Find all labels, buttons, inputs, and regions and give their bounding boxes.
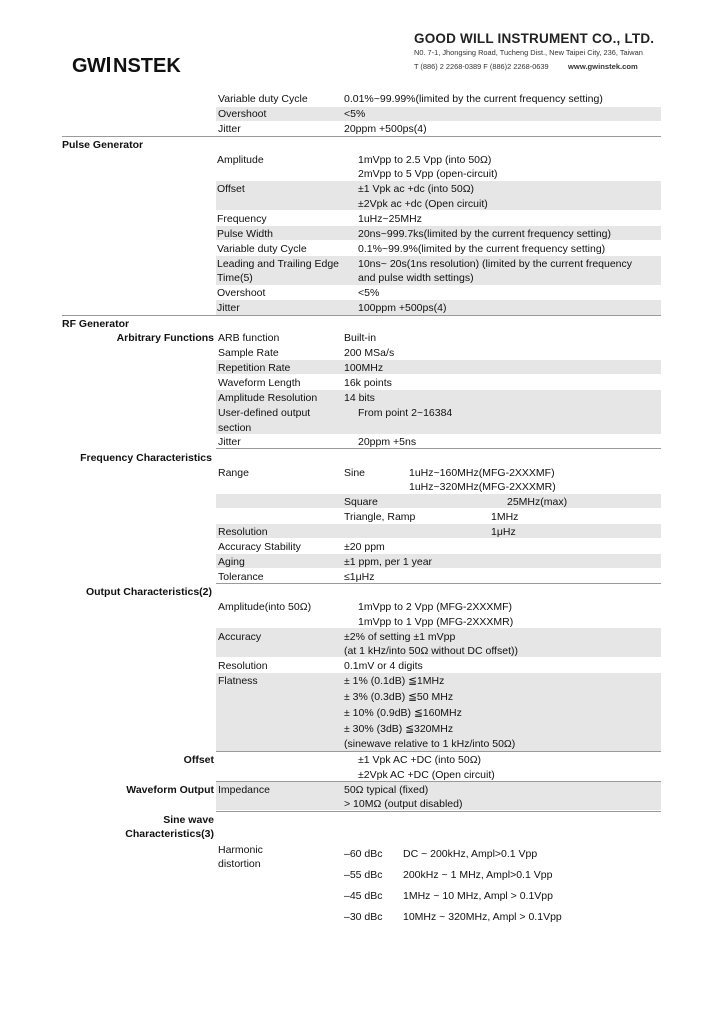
spec-label: Accuracy Stability [218,541,301,553]
spec-value: 1uHz~160MHz(MFG-2XXXMF) [409,467,555,479]
spec-label: section [218,422,252,434]
spec-value: Triangle, Ramp [344,511,416,523]
row-divider [216,811,661,812]
spec-label: Resolution [218,660,268,672]
spec-value: 25MHz(max) [507,496,568,508]
row-shade [216,524,661,538]
company-logo [72,54,187,76]
spec-value: 50Ω typical (fixed) [344,784,429,796]
spec-value: 1MHz [491,511,519,523]
spec-value: > 10MΩ (output disabled) [344,798,463,810]
spec-value: ±1 ppm, per 1 year [344,556,433,568]
spec-value: 0.1%~99.9%(limited by the current frequency setting) [358,243,606,255]
company-website: www.gwinstek.com [568,62,638,71]
section-heading-pulse: Pulse Generator [62,139,144,151]
spec-value: ± 3% (0.3dB) ≦50 MHz [344,691,454,703]
spec-value: 20ppm +5ns [358,436,417,448]
harmonic-level: –30 dBc [344,911,383,923]
subsection-sine-wave: Characteristics(3) [125,828,214,840]
spec-label: Jitter [217,302,240,314]
spec-value: 200 MSa/s [344,347,395,359]
subsection-output: Output Characteristics(2) [85,586,212,598]
spec-value: 1uHz~25MHz [358,213,422,225]
spec-label: Variable duty Cycle [218,93,308,105]
spec-value: ± 10% (0.9dB) ≦160MHz [344,707,462,719]
svg-text:NSTEK: NSTEK [113,55,181,76]
row-shade [216,107,661,121]
spec-value: 2mVpp to 5 Vpp (open-circuit) [358,168,498,180]
company-address: N0. 7-1, Jhongsing Road, Tucheng Dist., New Taipei City, 236, Taiwan [414,48,643,57]
spec-label: Harmonic [218,844,263,856]
spec-value: From point 2~16384 [358,407,453,419]
subsection-frequency: Frequency Characteristics [80,452,212,464]
spec-value: Sine [344,467,366,479]
spec-value: 1μHz [491,526,516,538]
spec-label: Overshoot [217,287,266,299]
spec-value: 20ppm +500ps(4) [344,123,427,135]
row-divider [216,583,661,584]
svg-text:G: G [72,55,89,76]
spec-value: 14 bits [344,392,375,404]
subsection-arbitrary: Arbitrary Functions [116,332,214,344]
spec-value: (sinewave relative to 1 kHz/into 50Ω) [344,738,516,750]
subsection-sine-wave: Sine wave [163,814,214,826]
spec-value: 20ns~999.7ks(limited by the current frequency setting) [358,228,612,240]
spec-label: Offset [217,183,245,195]
spec-label: Amplitude [217,154,264,166]
row-shade [216,494,661,508]
spec-value: Built-in [344,332,377,344]
spec-value: ±1 Vpk ac +dc (into 50Ω) [358,183,475,195]
section-divider [62,315,661,316]
spec-label: Leading and Trailing Edge [217,258,340,270]
harmonic-condition: 200kHz ~ 1 MHz, Ampl>0.1 Vpp [403,869,553,881]
spec-label: Flatness [218,675,258,687]
spec-label: ARB function [218,332,280,344]
spec-value: ±1 Vpk AC +DC (into 50Ω) [358,754,482,766]
spec-label: Impedance [218,784,270,796]
harmonic-condition: DC ~ 200kHz, Ampl>0.1 Vpp [403,848,538,860]
spec-label: Sample Rate [218,347,279,359]
row-divider [216,448,661,449]
spec-label: Pulse Width [217,228,274,240]
spec-value: 100MHz [344,362,384,374]
spec-value: 10ns~ 20s(1ns resolution) (limited by the current frequency [358,258,633,270]
harmonic-level: –60 dBc [344,848,383,860]
company-phone: T (886) 2 2268-0389 F (886)2 2268-0639 [414,62,549,71]
harmonic-level: –45 dBc [344,890,383,902]
harmonic-level: –55 dBc [344,869,383,881]
spec-label: Overshoot [218,108,267,120]
spec-label: Frequency [217,213,267,225]
spec-value: ≤1μHz [344,571,375,583]
spec-value: <5% [358,287,380,299]
section-divider [62,136,661,137]
spec-value: ±2Vpk AC +DC (Open circuit) [358,769,495,781]
spec-label: Range [218,467,249,479]
spec-value: 1mVpp to 2 Vpp (MFG-2XXXMF) [358,601,513,613]
row-divider [216,751,661,752]
subsection-offset: Offset [183,754,214,766]
spec-value: ± 1% (0.1dB) ≦1MHz [344,675,445,687]
spec-value: 1mVpp to 2.5 Vpp (into 50Ω) [358,154,492,166]
spec-value: 100ppm +500ps(4) [358,302,447,314]
spec-value: 16k points [344,377,392,389]
spec-label: Accuracy [218,631,262,643]
spec-label: Variable duty Cycle [217,243,307,255]
svg-text:W: W [87,55,106,76]
spec-label: Time(5) [217,272,253,284]
spec-label: Repetition Rate [218,362,291,374]
spec-label: Tolerance [218,571,264,583]
spec-value: 1uHz~320MHz(MFG-2XXXMR) [409,481,556,493]
spec-value: 0.01%~99.99%(limited by the current frequency setting) [344,93,603,105]
spec-label: Waveform Length [218,377,301,389]
spec-label: Aging [218,556,245,568]
row-shade [216,554,661,568]
spec-label: User-defined output [218,407,311,419]
spec-value: ±2% of setting ±1 mVpp [344,631,456,643]
harmonic-condition: 10MHz ~ 320MHz, Ampl > 0.1Vpp [403,911,562,923]
subsection-waveform-output: Waveform Output [126,784,214,796]
spec-value: 0.1mV or 4 digits [344,660,423,672]
section-heading-rf: RF Generator [62,318,130,330]
spec-label: Amplitude Resolution [218,392,318,404]
spec-value: 1mVpp to 1 Vpp (MFG-2XXXMR) [358,616,514,628]
spec-value: ±2Vpk ac +dc (Open circuit) [358,198,488,210]
harmonic-condition: 1MHz ~ 10 MHz, Ampl > 0.1Vpp [403,890,553,902]
spec-label: distortion [218,858,261,870]
company-name: GOOD WILL INSTRUMENT CO., LTD. [414,31,655,46]
spec-label: Jitter [218,123,241,135]
spec-value: ±20 ppm [344,541,385,553]
spec-value: <5% [344,108,366,120]
spec-value: (at 1 kHz/into 50Ω without DC offset)) [344,645,518,657]
spec-label: Jitter [218,436,241,448]
spec-label: Amplitude(into 50Ω) [218,601,312,613]
spec-value: and pulse width settings) [358,272,474,284]
spec-value: Square [344,496,378,508]
spec-value: ± 30% (3dB) ≦320MHz [344,723,454,735]
spec-label: Resolution [218,526,268,538]
